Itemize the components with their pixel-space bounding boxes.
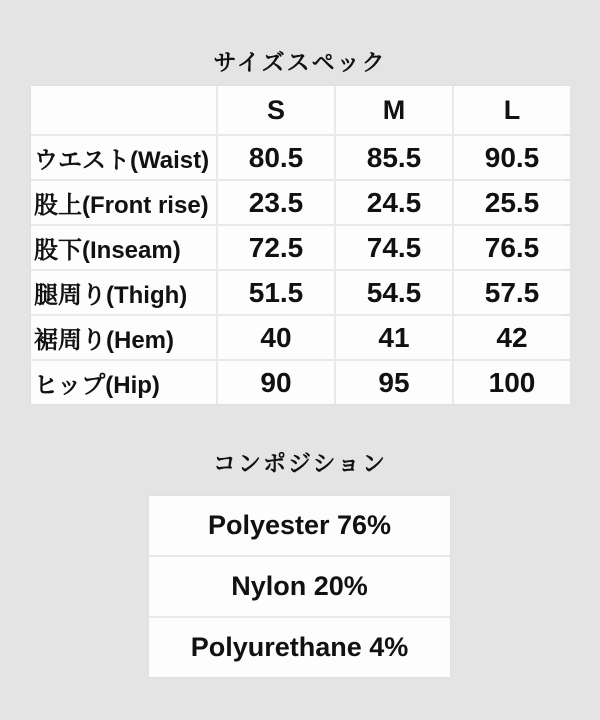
size-value-front-rise-l: 25.5 (454, 181, 570, 224)
size-row-label-waist: ウエスト(Waist) (31, 136, 216, 179)
size-value-hip-l: 100 (454, 361, 570, 404)
size-row-label-inseam: 股下(Inseam) (31, 226, 216, 269)
size-header-corner (31, 86, 216, 134)
size-row-label-hem: 裾周り(Hem) (31, 316, 216, 359)
composition-list (149, 496, 450, 677)
size-value-thigh-m: 54.5 (336, 271, 452, 314)
size-value-waist-l: 90.5 (454, 136, 570, 179)
size-spec-title: サイズスペック (213, 49, 387, 75)
composition-item-polyurethane: Polyurethane 4% (149, 618, 450, 677)
size-column-header-m: M (336, 86, 452, 134)
size-value-hem-s: 40 (218, 316, 334, 359)
size-value-front-rise-s: 23.5 (218, 181, 334, 224)
composition-title: コンポジション (213, 450, 387, 476)
size-value-inseam-m: 74.5 (336, 226, 452, 269)
composition-item-polyester: Polyester 76% (149, 496, 450, 555)
size-value-waist-s: 80.5 (218, 136, 334, 179)
size-row-label-thigh: 腿周り(Thigh) (31, 271, 216, 314)
size-value-front-rise-m: 24.5 (336, 181, 452, 224)
size-value-thigh-s: 51.5 (218, 271, 334, 314)
size-value-waist-m: 85.5 (336, 136, 452, 179)
size-value-inseam-s: 72.5 (218, 226, 334, 269)
size-column-header-s: S (218, 86, 334, 134)
size-row-label-hip: ヒップ(Hip) (31, 361, 216, 404)
size-value-hip-m: 95 (336, 361, 452, 404)
size-value-inseam-l: 76.5 (454, 226, 570, 269)
size-value-hem-l: 42 (454, 316, 570, 359)
size-value-hem-m: 41 (336, 316, 452, 359)
size-row-label-front-rise: 股上(Front rise) (31, 181, 216, 224)
size-spec-table (31, 86, 564, 404)
size-column-header-l: L (454, 86, 570, 134)
size-value-hip-s: 90 (218, 361, 334, 404)
size-value-thigh-l: 57.5 (454, 271, 570, 314)
composition-item-nylon: Nylon 20% (149, 557, 450, 616)
